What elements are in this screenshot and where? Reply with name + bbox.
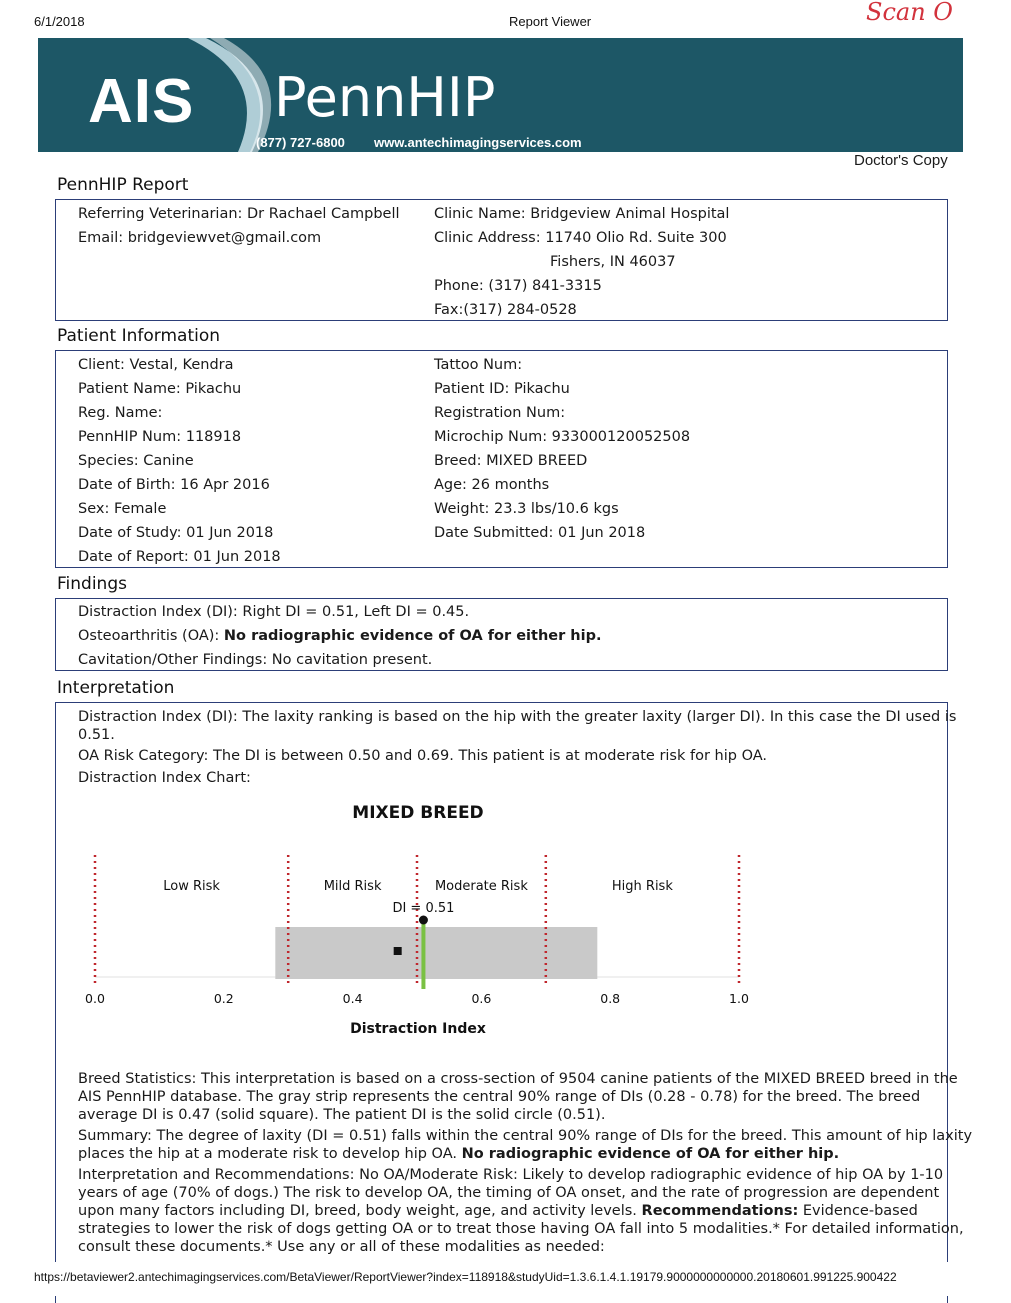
x-tick-label-5: 1.0 [729,991,749,1006]
pennhip-banner [38,38,963,152]
weight: Weight: 23.3 lbs/10.6 kgs [434,501,619,517]
findings-box [55,598,948,671]
distraction-index-chart [56,793,947,1043]
interpretation-title: Interpretation [57,678,175,698]
findings-oa [78,624,601,648]
risk-zone-label-1: Mild Risk [323,879,382,894]
patient-info-box [55,350,948,568]
recs-line-5: consult these documents.* Use any or all of these modalities as needed: [78,1239,605,1255]
recs-line-2: years of age (70% of dogs.) The risk to develop OA, the timing of OA onset, and the rate of progression are dependent [78,1185,940,1201]
patient-di-label: DI = 0.51 [392,901,455,916]
recs-line-1: Interpretation and Recommendations: No OA/Moderate Risk: Likely to develop radiographic evidence of hip OA by 1-10 [78,1167,944,1183]
patient-di-circle [419,916,428,925]
clinic-fax: Fax:(317) 284-0528 [434,302,577,318]
x-tick-label-2: 0.4 [342,991,363,1006]
recs-text-3a: upon many factors including DI, breed, body weight, age, and activity levels. [78,1203,642,1219]
tattoo-num: Tattoo Num: [434,357,523,373]
breed-range-strip [275,927,597,979]
banner-phone: (877) 727-6800 [256,135,345,150]
page-title: Report Viewer [509,14,592,29]
clinic-phone: Phone: (317) 841-3315 [434,278,602,294]
oa-risk-category: OA Risk Category: The DI is between 0.50 and 0.69. This patient is at moderate risk for hip OA. [78,748,768,764]
breed-stats-line-3: average DI is 0.47 (solid square). The patient DI is the solid circle (0.51). [78,1107,606,1123]
patient-info-title: Patient Information [57,326,221,346]
referral-box [55,199,948,321]
clinic-address: Clinic Address: 11740 Olio Rd. Suite 300 [434,230,727,246]
report-title: PennHIP Report [57,175,189,195]
breed: Breed: MIXED BREED [434,453,588,469]
referring-vet: Referring Veterinarian: Dr Rachael Campbell [78,206,400,222]
breed-stats-line-1: Breed Statistics: This interpretation is based on a cross-section of 9504 canine patients of the MIXED BREED breed in the [78,1071,958,1087]
recs-text-3c: Evidence-based [798,1203,918,1219]
chart-title: MIXED BREED [352,803,484,823]
recs-bold-label: Recommendations: [641,1203,799,1219]
x-tick-label-4: 0.8 [600,991,621,1006]
doctors-copy-label: Doctor's Copy [854,152,948,169]
interp-di-line-2: 0.51. [78,727,115,743]
summary-bold: No radiographic evidence of OA for either hip. [461,1146,840,1162]
chart-xlabel: Distraction Index [350,1021,486,1037]
print-date: 6/1/2018 [34,14,85,29]
summary-text: places the hip at a moderate risk to develop hip OA. [78,1146,462,1162]
clinic-email: Email: bridgeviewvet@gmail.com [78,230,322,246]
date-submitted: Date Submitted: 01 Jun 2018 [434,525,646,541]
interpretation-box [55,702,973,1303]
client-name: Client: Vestal, Kendra [78,357,234,373]
ais-logo: AIS [88,67,195,136]
clinic-city: Fishers, IN 46037 [550,254,676,270]
patient-id: Patient ID: Pikachu [434,381,570,397]
x-tick-label-3: 0.6 [471,991,492,1006]
interp-di-line-1: Distraction Index (DI): The laxity ranking is based on the hip with the greater laxity (larger DI). In this case the DI used is [78,709,957,725]
x-tick-label-1: 0.2 [213,991,234,1006]
clinic-name: Clinic Name: Bridgeview Animal Hospital [434,206,730,222]
date-of-study: Date of Study: 01 Jun 2018 [78,525,274,541]
recs-line-3 [78,1202,918,1220]
risk-zone-label-2: Moderate Risk [434,879,528,894]
registration-num: Registration Num: [434,405,566,421]
risk-zone-label-0: Low Risk [163,879,220,894]
sex: Sex: Female [78,501,167,517]
banner-website: www.antechimagingservices.com [374,135,582,150]
findings-oa-value: No radiographic evidence of OA for either hip. [223,628,602,644]
age: Age: 26 months [434,477,550,493]
microchip-num: Microchip Num: 933000120052508 [434,429,691,445]
species: Species: Canine [78,453,194,469]
risk-zone-label-3: High Risk [611,879,673,894]
date-of-birth: Date of Birth: 16 Apr 2016 [78,477,270,493]
patient-name: Patient Name: Pikachu [78,381,242,397]
summary-line-2 [78,1145,839,1163]
footer-url[interactable]: https://betaviewer2.antechimagingservices.com/BetaViewer/ReportViewer?index=118918&studyUid=1.3.6.1.4.1.19179.9000000000000.20180601.991225.900422 [34,1270,897,1284]
findings-cavitation: Cavitation/Other Findings: No cavitation present. [78,652,433,668]
findings-oa-label: Osteoarthritis (OA): [78,628,224,644]
breed-average-square [394,947,402,955]
breed-stats-line-2: AIS PennHIP database. The gray strip represents the central 90% range of DIs (0.28 - 0.78) for the breed. The breed [78,1089,921,1105]
pennhip-num: PennHIP Num: 118918 [78,429,242,445]
findings-title: Findings [57,574,127,594]
pennhip-logo: PennHIP [274,66,496,129]
reg-name: Reg. Name: [78,405,163,421]
handwritten-note: Scan O [866,0,953,26]
footer-bar [0,1262,1011,1296]
recs-line-4: strategies to lower the risk of dogs getting OA or to treat those having OA fall into 5 modalities.* For detailed information, [78,1221,964,1237]
findings-di: Distraction Index (DI): Right DI = 0.51, Left DI = 0.45. [78,604,470,620]
summary-line-1: Summary: The degree of laxity (DI = 0.51) falls within the central 90% range of DIs for the breed. This amount of hip laxity [78,1128,973,1144]
date-of-report: Date of Report: 01 Jun 2018 [78,549,281,565]
chart-label: Distraction Index Chart: [78,770,251,786]
x-tick-label-0: 0.0 [85,991,105,1006]
